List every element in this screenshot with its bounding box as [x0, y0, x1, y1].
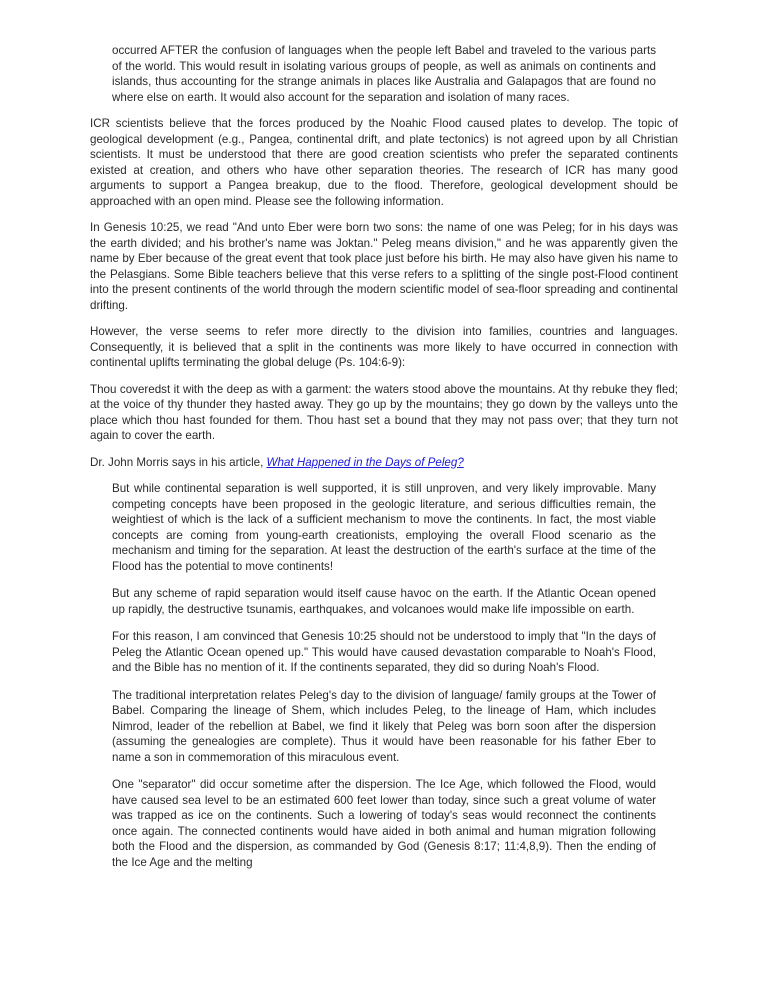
- intro-block-paragraph: occurred AFTER the confusion of languages when the people left Babel and traveled to the various parts of the world. This would result in isolating various groups of people, as well as animals on continents and islands, thus accounting for the strange animals in places like Australia and Galapagos that are found no where else on earth. It would also account for the separation and isolation of many races.: [112, 44, 656, 104]
- quote-paragraph: The traditional interpretation relates Peleg's day to the division of language/ family groups at the Tower of Babel. Comparing the lineage of Shem, which includes Peleg, to the lineage of Ham, which includes Nimrod, leader of the rebellion at Babel, we find it likely that Peleg was born soon after the dispersion (assuming the genealogies are complete). Thus it would have been reasonable for his father Eber to name a son in commemoration of this miraculous event.: [112, 688, 656, 764]
- peleg-article-link[interactable]: What Happened in the Days of Peleg?: [266, 455, 464, 469]
- quote-paragraph: One "separator" did occur sometime after the dispersion. The Ice Age, which followed the Flood, would have caused sea level to be an estimated 600 feet lower than today, since such a great volume of water was trapped as ice on the continents. Such a lowering of today's seas would reconnect the continents once again. The connected continents would have aided in both animal and human migration following both the Flood and the dispersion, as commanded by God (Genesis 8:17; 11:4,8,9). Then the ending of the Ice Age and the melting: [112, 778, 656, 869]
- morris-intro-paragraph: [90, 455, 678, 471]
- document-page: [90, 43, 678, 882]
- however-paragraph: However, the verse seems to refer more directly to the division into families, countries and languages. Consequently, it is believed that a split in the continents was more likely to have occurred in connection with continental uplifts terminating the global deluge (Ps. 104:6-9):: [90, 325, 678, 369]
- quote-paragraph: But while continental separation is well supported, it is still unproven, and very likely improvable. Many competing concepts have been proposed in the geologic literature, and serious difficulties remain, the weightiest of which is the lack of a sufficient mechanism to move the continents. In fact, the most viable concepts are coming from young-earth creationists, employing the overall Flood scenario as the mechanism and timing for the separation. At least the destruction of the earth's surface at the time of the Flood has the potential to move continents!: [112, 482, 656, 573]
- quote-paragraph: For this reason, I am convinced that Genesis 10:25 should not be understood to imply that "In the days of Peleg the Atlantic Ocean opened up." This would have caused devastation comparable to Noah's Flood, and the Bible has no mention of it. If the continents separated, they did so during Noah's Flood.: [112, 630, 656, 674]
- quote-paragraph: But any scheme of rapid separation would itself cause havoc on the earth. If the Atlantic Ocean opened up rapidly, the destructive tsunamis, earthquakes, and volcanoes would make life impossible on earth.: [112, 587, 656, 616]
- icr-paragraph: ICR scientists believe that the forces produced by the Noahic Flood caused plates to develop. The topic of geological development (e.g., Pangea, continental drift, and plate tectonics) is not agreed upon by all Christian scientists. It must be understood that there are good creation scientists who prefer the separated continents existed at creation, and others who have other separation theories. The research of ICR has many good arguments to support a Pangea breakup, due to the flood. Therefore, geological development should be approached with an open mind. Please see the following information.: [90, 117, 678, 208]
- genesis-paragraph: In Genesis 10:25, we read "And unto Eber were born two sons: the name of one was Peleg; for in his days was the earth divided; and his brother's name was Joktan." Peleg means division," and he was apparently given the name by Eber because of the great event that took place just before his birth. He may also have given his name to the Pelasgians. Some Bible teachers believe that this verse refers to a splitting of the single post-Flood continent into the present continents of the world through the modern scientific model of sea-floor spreading and continental drifting.: [90, 221, 678, 312]
- morris-quote-block: [112, 481, 656, 870]
- morris-intro-text: Dr. John Morris says in his article,: [90, 455, 267, 469]
- psalm-quote-paragraph: Thou coveredst it with the deep as with a garment: the waters stood above the mountains. At thy rebuke they fled; at the voice of thy thunder they hasted away. They go up by the mountains; they go down by the valleys unto the place which thou hast founded for them. Thou hast set a bound that they may not pass over; that they turn not again to cover the earth.: [90, 382, 678, 442]
